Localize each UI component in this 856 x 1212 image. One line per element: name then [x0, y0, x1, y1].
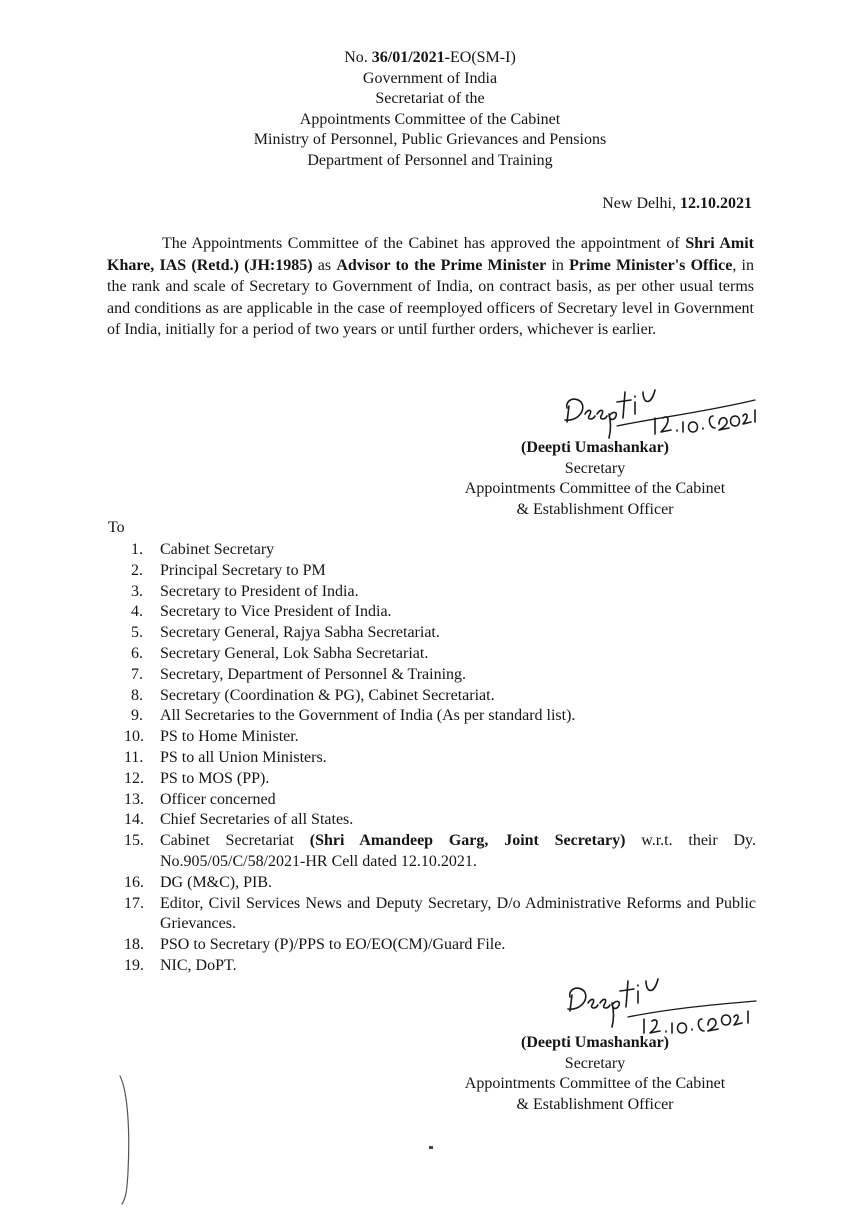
list-item: [124, 935, 756, 956]
header-line-department: Department of Personnel and Training: [307, 151, 553, 169]
header-line-secretariat: Secretariat of the: [375, 90, 485, 107]
appointed-office: Prime Minister's Office: [569, 256, 733, 274]
recipient-text: Secretary General, Rajya Sabha Secretariat.: [160, 624, 440, 642]
signatory-name: [430, 438, 760, 459]
list-number: 1.: [131, 541, 143, 558]
list-number: 15.: [124, 832, 144, 850]
body-text: , in the rank and scale of Secretary to Government of India, on contract basis, as per other usual terms and conditions as are applicable in the case of reemployed officers of Secretary level in Government of India, initially for a period of two years or until further orders, whichever is earlier.: [107, 256, 755, 339]
letter-header: [180, 48, 680, 171]
to-label: To: [108, 519, 125, 536]
list-number: 3.: [131, 582, 143, 600]
recipient-list: [124, 540, 757, 977]
signatory-name-text: (Deepti Umashankar): [521, 439, 669, 456]
recipient-text: Cabinet Secretariat: [160, 832, 310, 850]
recipient-text: Secretary, Department of Personnel & Training.: [160, 665, 467, 683]
list-number: 8.: [131, 686, 143, 704]
recipient-text: All Secretaries to the Government of India (As per standard list).: [160, 707, 576, 725]
list-item: [124, 748, 756, 769]
list-item: [124, 894, 756, 936]
signatory-office: Appointments Committee of the Cabinet: [464, 480, 726, 497]
recipient-text: Secretary General, Lok Sabha Secretariat.: [160, 644, 429, 662]
signatory-office-2: & Establishment Officer: [516, 1095, 674, 1113]
recipient-text: Officer concerned: [160, 790, 276, 808]
list-item: [124, 727, 756, 748]
list-item: [131, 602, 756, 623]
list-item: [124, 790, 756, 811]
recipient-text: PS to all Union Ministers.: [160, 748, 327, 766]
signatory-office: Appointments Committee of the Cabinet: [464, 1075, 726, 1092]
recipient-text: NIC, DoPT.: [160, 956, 237, 974]
list-number: 5.: [131, 624, 143, 642]
header-line-government: Government of India: [362, 69, 498, 87]
stray-dot: [429, 1146, 433, 1149]
issue-place: New Delhi,: [602, 195, 680, 212]
recipient-text: Chief Secretaries of all States.: [160, 811, 354, 829]
list-item: [124, 810, 756, 831]
list-number: 11.: [124, 748, 144, 766]
issue-date-value: 12.10.2021: [680, 195, 752, 212]
body-text: The Appointments Committee of the Cabinet has approved the appointment of: [162, 235, 686, 252]
signatory-name-text: (Deepti Umashankar): [521, 1034, 669, 1051]
signatory-office-2: & Establishment Officer: [516, 500, 674, 518]
file-number-suffix: EO(SM-I): [450, 49, 516, 66]
list-item: [124, 769, 756, 790]
list-number: 12.: [124, 769, 144, 787]
list-item: [131, 665, 756, 686]
list-item: [131, 644, 756, 665]
signatory-title: Secretary: [564, 459, 626, 477]
list-number: 10.: [124, 728, 144, 746]
signature-block-1: [430, 438, 760, 520]
list-item: [131, 623, 756, 644]
list-item: [131, 686, 756, 707]
recipient-text: Secretary to President of India.: [160, 582, 359, 600]
appointee-name: Shri Amit Khare, IAS (Retd.) (JH:1985): [107, 235, 754, 274]
recipient-text: PS to Home Minister.: [160, 728, 299, 746]
recipient-text: Principal Secretary to PM: [160, 561, 326, 579]
list-number: 19.: [124, 956, 144, 974]
list-number: 18.: [124, 936, 144, 954]
recipient-text: Secretary (Coordination & PG), Cabinet Secretariat.: [160, 686, 495, 704]
signatory-name: [430, 1033, 760, 1054]
list-item: [124, 831, 756, 873]
list-item: [131, 582, 756, 603]
list-number: 9.: [131, 707, 143, 725]
list-number: 14.: [124, 811, 144, 829]
recipient-text: PS to MOS (PP).: [160, 769, 270, 787]
order-paragraph: [107, 233, 754, 341]
list-item: [131, 540, 756, 561]
list-number: 7.: [131, 665, 143, 683]
list-item: [131, 561, 756, 582]
list-item: [131, 706, 756, 727]
file-number: [180, 48, 680, 69]
list-number: 17.: [124, 894, 144, 912]
file-number-prefix: No.: [344, 49, 372, 66]
list-item: [124, 956, 756, 977]
file-number-bold: 36/01/2021-: [371, 49, 450, 66]
margin-pen-mark: [112, 1072, 142, 1207]
recipient-text: Cabinet Secretary: [160, 541, 275, 558]
issue-date: [602, 194, 752, 215]
list-number: 6.: [131, 644, 143, 662]
list-number: 4.: [131, 603, 143, 621]
body-text: in: [546, 256, 570, 274]
recipient-text-bold: (Shri Amandeep Garg, Joint Secretary): [309, 832, 626, 850]
list-number: 2.: [131, 561, 143, 579]
signatory-title: Secretary: [564, 1054, 626, 1072]
recipient-text: PSO to Secretary (P)/PPS to EO/EO(CM)/Guard File.: [160, 936, 506, 954]
header-line-ministry: Ministry of Personnel, Public Grievances and Pensions: [253, 131, 607, 148]
recipient-text: Secretary to Vice President of India.: [160, 603, 392, 621]
signature-block-2: [430, 1033, 760, 1115]
list-number: 13.: [124, 790, 144, 808]
body-text: as: [312, 256, 337, 274]
list-item: [124, 873, 756, 894]
recipient-text: DG (M&C), PIB.: [160, 873, 273, 891]
recipient-text: Editor, Civil Services News and Deputy Secretary, D/o Administrative Reforms and Public Grievances.: [160, 894, 756, 933]
appointed-position: Advisor to the Prime Minister: [336, 256, 547, 274]
header-line-committee: Appointments Committee of the Cabinet: [299, 110, 561, 128]
handwritten-signature-2: [558, 975, 768, 1037]
list-number: 16.: [124, 873, 144, 891]
recipient-text: w.r.t. their Dy. No.905/05/C/58/2021-HR Cell dated 12.10.2021.: [160, 832, 757, 870]
